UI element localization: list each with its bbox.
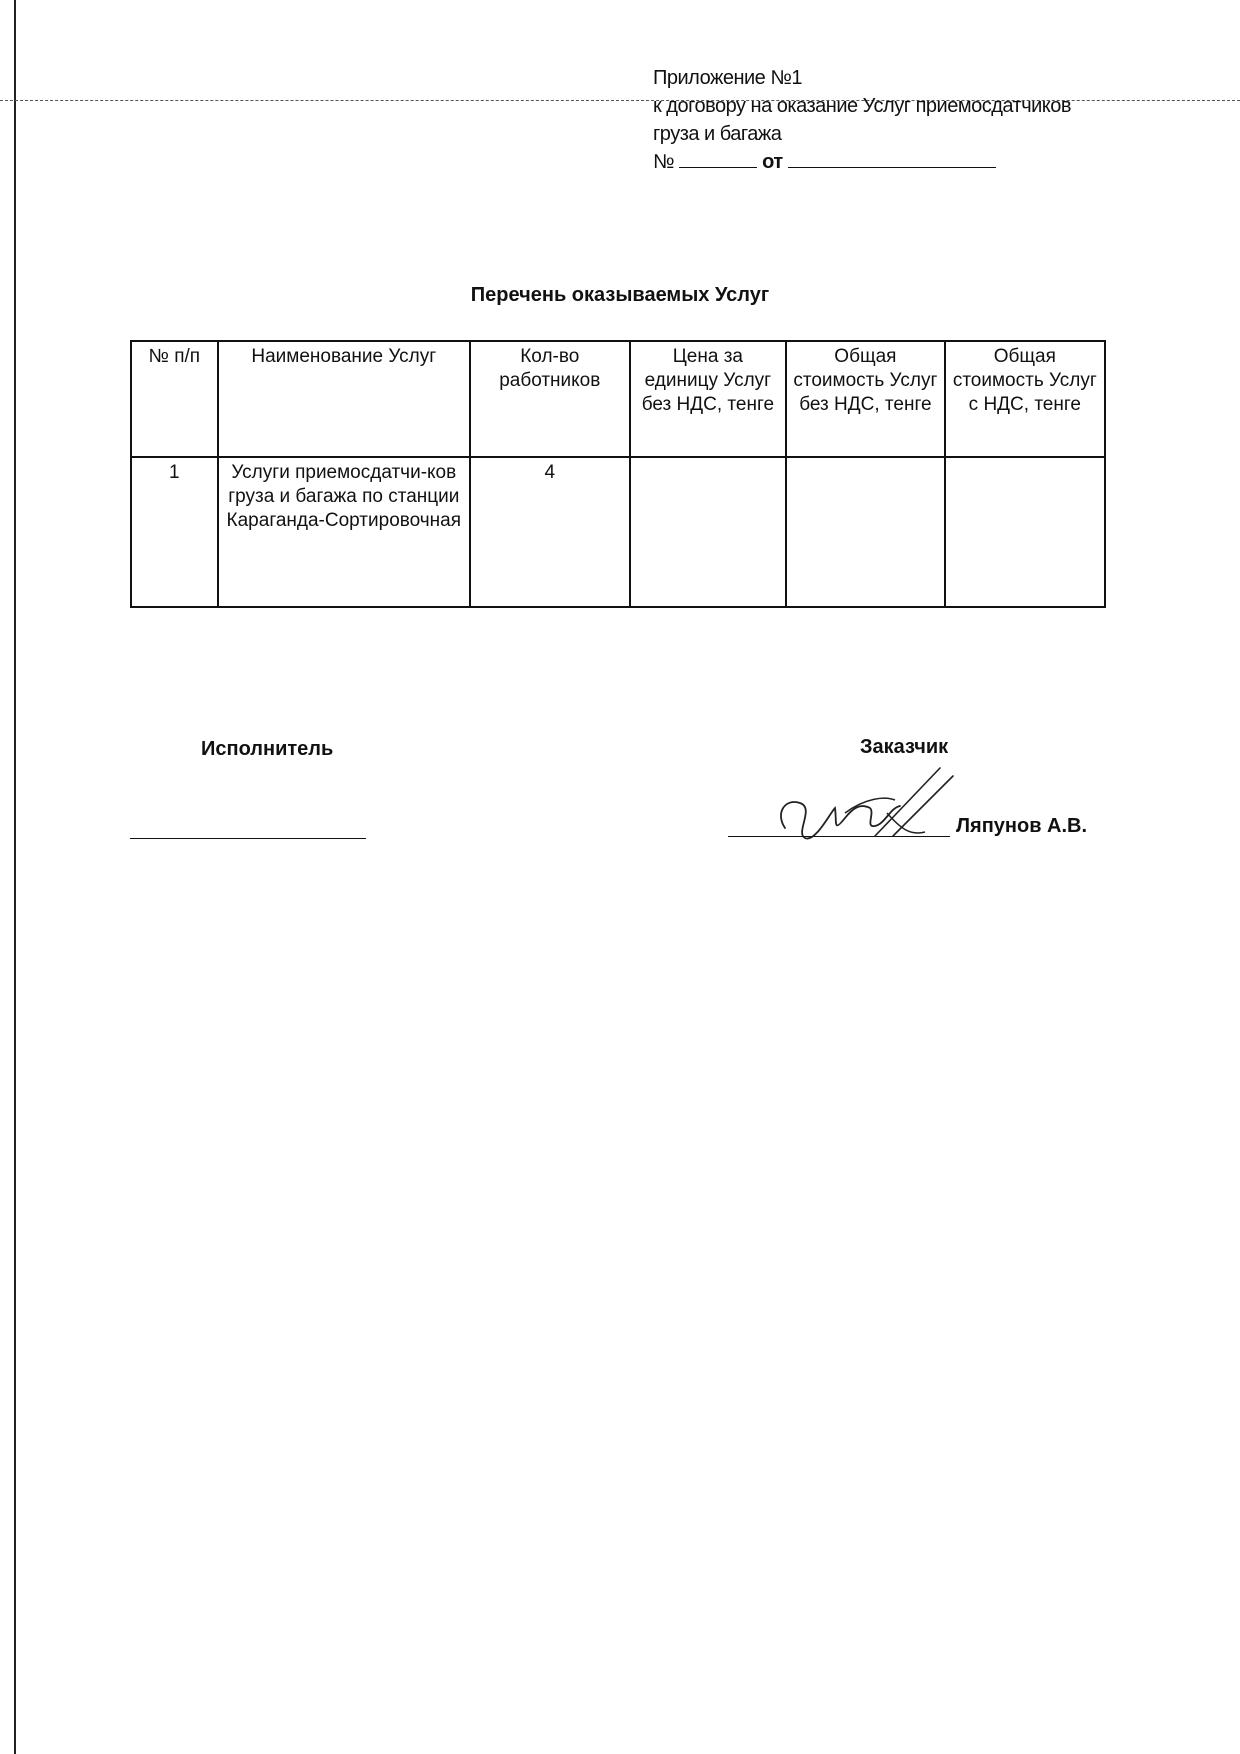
date-blank [788, 149, 996, 168]
cell-total-vat [945, 457, 1105, 607]
table-header-row [131, 341, 1105, 457]
executor-signature-line [130, 838, 366, 839]
header-unit-price: Цена за единицу Услуг без НДС, тенге [630, 341, 787, 457]
header-total-no-vat: Общая стоимость Услуг без НДС, тенге [786, 341, 945, 457]
number-label: № [653, 151, 674, 173]
appendix-contract-line-2: груза и багажа [653, 123, 782, 145]
cell-total-no-vat [786, 457, 945, 607]
appendix-title: Приложение №1 [653, 67, 802, 89]
executor-label: Исполнитель [201, 738, 334, 760]
page-title: Перечень оказываемых Услуг [470, 284, 770, 306]
header-num: № п/п [131, 341, 218, 457]
appendix-header [653, 64, 1071, 176]
cell-unit-price [630, 457, 787, 607]
header-total-vat: Общая стоимость Услуг с НДС, тенге [945, 341, 1105, 457]
appendix-contract-line: к договору на оказание Услуг приемосдатчиков [653, 95, 1072, 117]
date-label: от [762, 151, 783, 173]
services-table [130, 340, 1106, 608]
customer-label: Заказчик [860, 736, 949, 758]
handwritten-signature [775, 758, 955, 858]
table-row [131, 457, 1105, 607]
appendix-number-date [653, 148, 1071, 176]
header-service-name: Наименование Услуг [218, 341, 470, 457]
number-blank [679, 149, 757, 168]
cell-workers: 4 [470, 457, 630, 607]
customer-name: Ляпунов А.В. [956, 815, 1088, 837]
cell-service-name: Услуги приемосдатчи-ков груза и багажа по станции Караганда-Сортировочная [218, 457, 470, 607]
header-workers: Кол-во работников [470, 341, 630, 457]
scan-edge-line [14, 0, 16, 1754]
cell-num: 1 [131, 457, 218, 607]
